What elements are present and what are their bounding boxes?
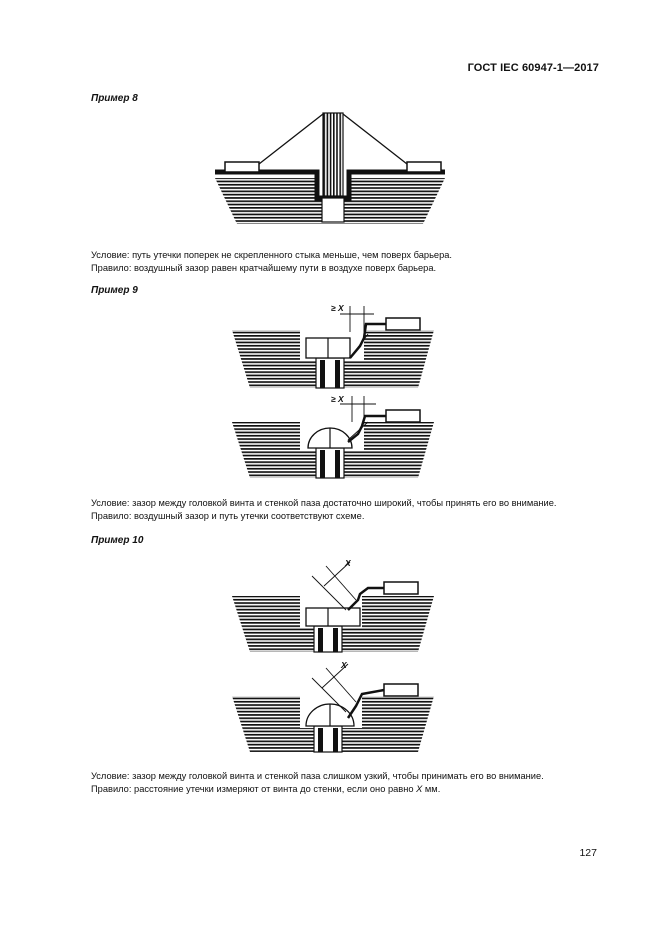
example-8-barrier: [323, 113, 343, 196]
example-10b-dim-label: X: [341, 660, 347, 670]
example-10b-conductor: [384, 684, 418, 696]
example-8-caption: [91, 249, 452, 275]
example-10-condition: Условие: зазор между головкой винта и стенкой паза слишком узкий, чтобы принимать его во внимание.: [91, 771, 544, 781]
example-10-title: Пример 10: [91, 535, 144, 546]
example-9a-conductor: [386, 318, 420, 330]
example-8-title: Пример 8: [91, 93, 138, 104]
example-9b-thread-right: [335, 450, 340, 478]
example-8-figure: [205, 108, 455, 230]
example-10a-dim-label: X: [345, 558, 351, 568]
example-9-caption: [91, 497, 557, 523]
example-8-condition: Условие: путь утечки поперек не скрепленного стыка меньше, чем поверх барьера.: [91, 250, 453, 260]
document-header: ГОСТ IEC 60947-1—2017: [467, 62, 599, 74]
example-9-rule: Правило: воздушный зазор и путь утечки соответствуют схеме.: [91, 511, 365, 521]
example-9b-dim-label: ≥ X: [331, 394, 344, 404]
example-10-caption: [91, 770, 544, 796]
example-9-figure-b: [228, 392, 438, 484]
example-8-right-conductor: [407, 162, 441, 172]
example-10-rule-prefix: Правило: расстояние утечки измеряют от винта до стенки, если оно равно: [91, 784, 417, 794]
example-9a-thread-right: [335, 360, 340, 388]
example-10-rule-var: X: [416, 784, 423, 794]
example-9-condition: Условие: зазор между головкой винта и стенкой паза достаточно широкий, чтобы принять его во внимание.: [91, 498, 557, 508]
example-9b-conductor: [386, 410, 420, 422]
example-10-rule: [91, 783, 544, 796]
example-10-figure-b: [228, 658, 438, 756]
example-8-rule: Правило: воздушный зазор равен кратчайшему пути в воздухе поверх барьера.: [91, 263, 437, 273]
example-9b-thread-left: [320, 450, 325, 478]
example-9a-dim-label: ≥ X: [331, 303, 344, 313]
example-10-rule-suffix: мм.: [422, 784, 441, 794]
example-10a-conductor: [384, 582, 418, 594]
example-10a-screw-head: [306, 608, 360, 626]
page-number: 127: [579, 847, 597, 859]
example-8-slot: [322, 198, 344, 222]
example-10b-thread-left: [318, 728, 323, 752]
example-10a-thread-right: [333, 628, 338, 652]
example-8-clearance-path-right: [343, 114, 407, 164]
example-9-title: Пример 9: [91, 285, 138, 296]
example-8-clearance-path-left: [259, 114, 323, 164]
example-10b-thread-right: [333, 728, 338, 752]
example-10-figure-a: [228, 556, 438, 656]
example-9-figure-a: [228, 302, 438, 394]
example-8-left-conductor: [225, 162, 259, 172]
example-9a-thread-left: [320, 360, 325, 388]
example-10a-thread-left: [318, 628, 323, 652]
